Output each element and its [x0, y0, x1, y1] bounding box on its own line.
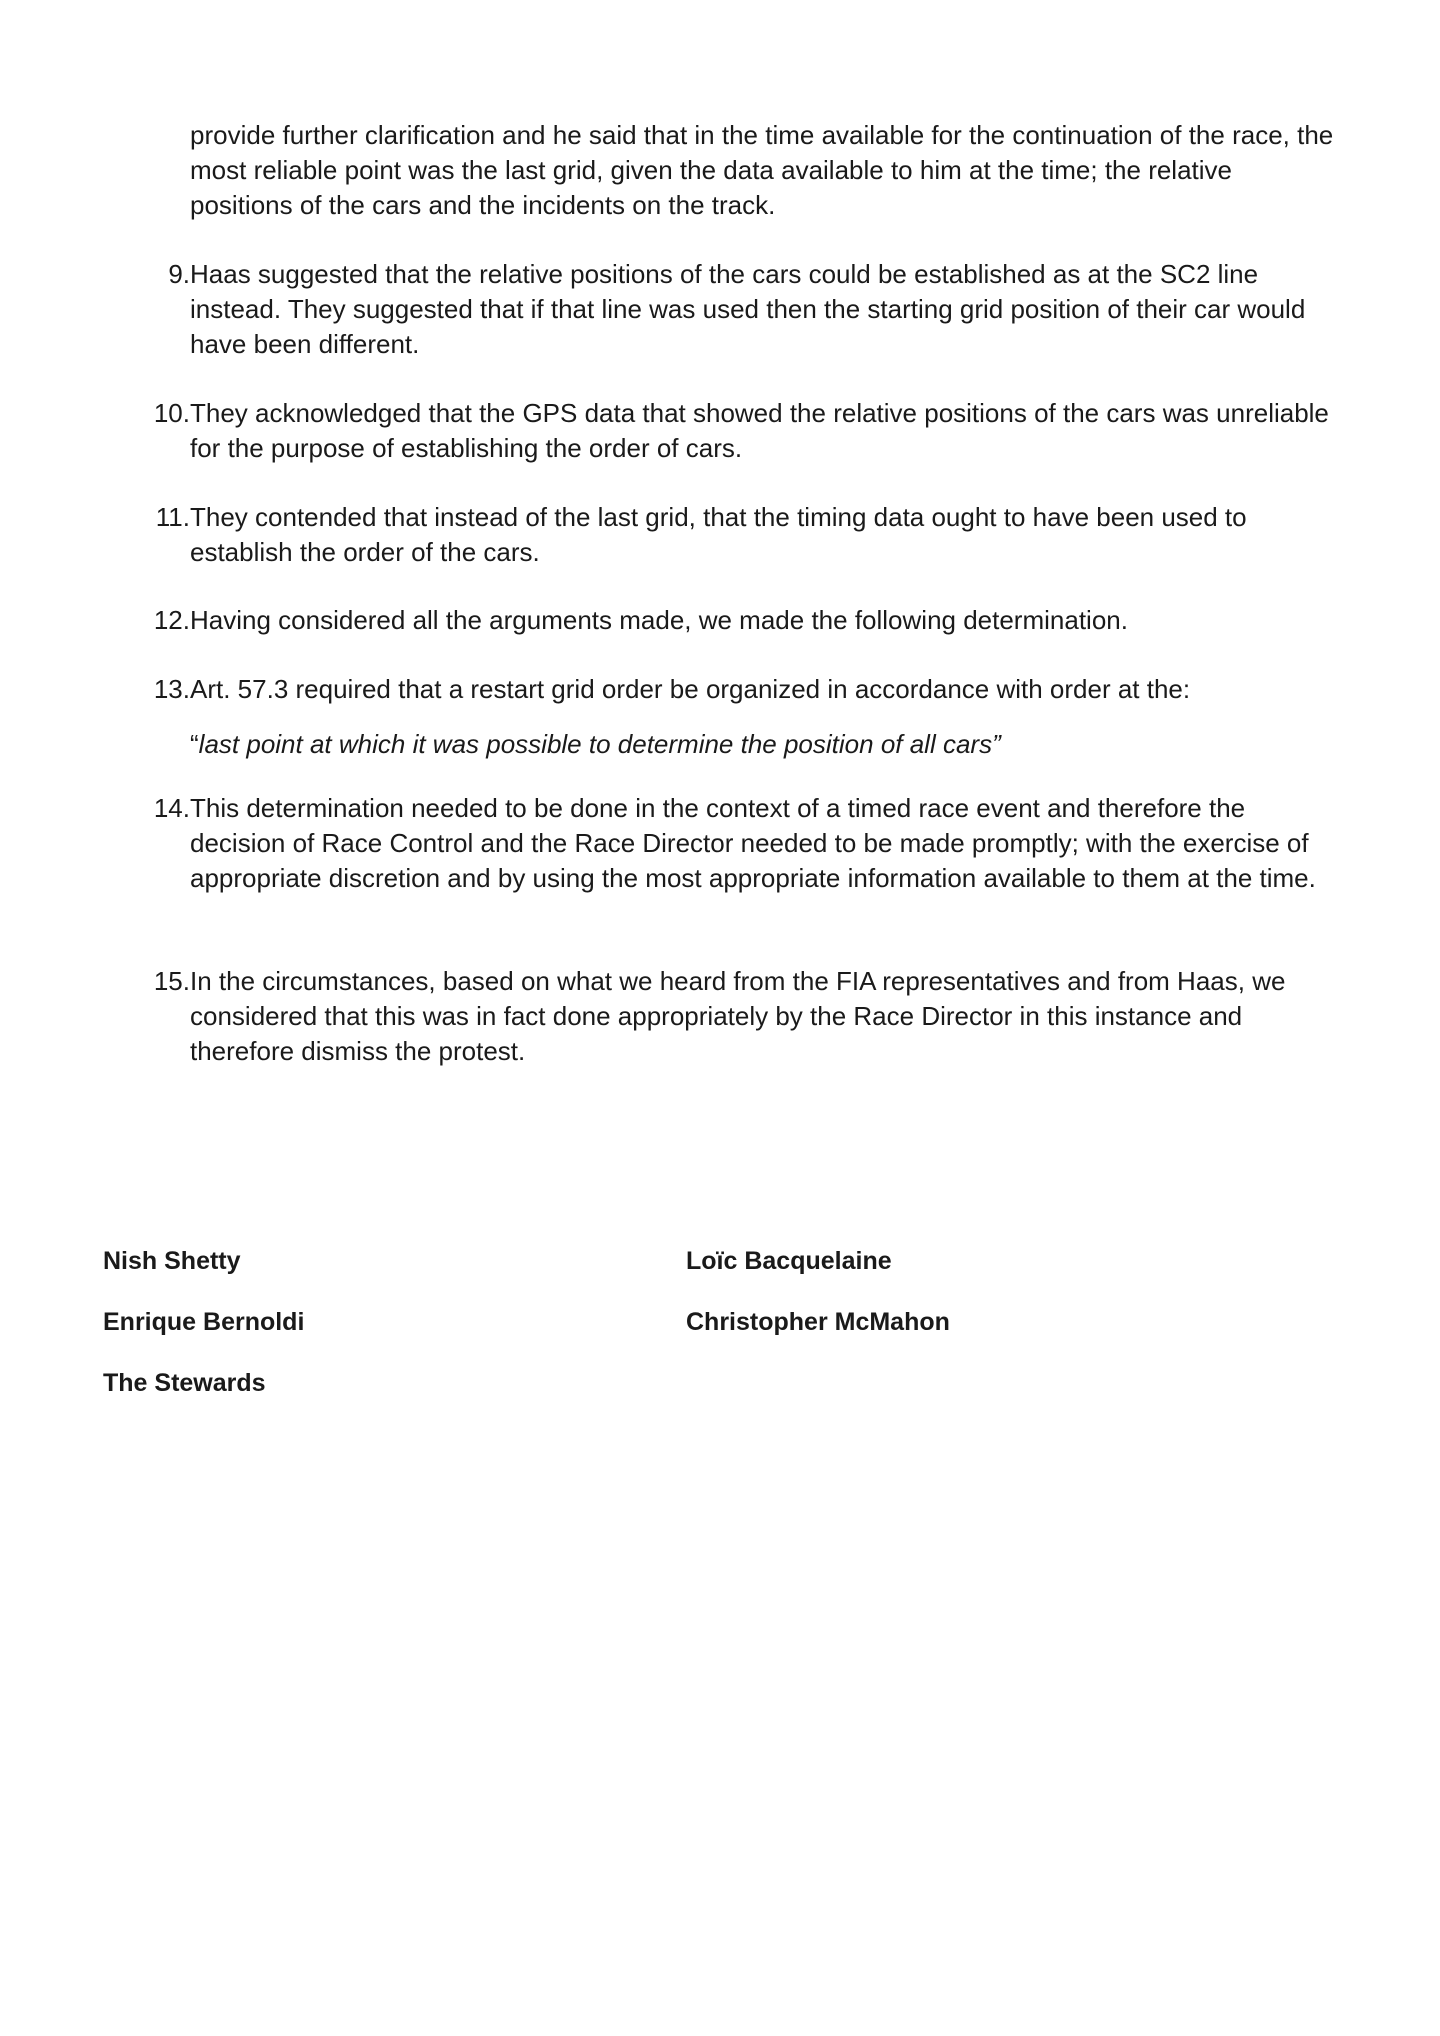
- item-number: 10.: [153, 398, 190, 428]
- item-text: Having considered all the arguments made, we made the following determination.: [190, 605, 1128, 635]
- intro-paragraph: provide further clarification and he said that in the time available for the continuation of the race, the most reliable point was the last grid, given the data available to him at the time; the relative positions of the cars and the incidents on the track.: [190, 120, 1334, 220]
- item-text: They acknowledged that the GPS data that showed the relative positions of the cars was unreliable for the purpose of establishing the order of cars.: [190, 398, 1329, 463]
- steward-name-nish-shetty: Nish Shetty: [103, 1247, 241, 1275]
- steward-name-loic-bacquelaine: Loïc Bacquelaine: [686, 1247, 892, 1275]
- item-text: This determination needed to be done in the context of a timed race event and therefore the decision of Race Control and the Race Director needed to be made promptly; with the exercise of appropriate discretion and by using the most appropriate information available to them at the time.: [190, 793, 1316, 893]
- quote-text: last point at which it was possible to determine the position of all cars”: [198, 729, 1001, 759]
- item-number: 9.: [168, 259, 190, 289]
- item-text: They contended that instead of the last grid, that the timing data ought to have been used to establish the order of the cars.: [190, 502, 1247, 567]
- item-text: Art. 57.3 required that a restart grid order be organized in accordance with order at the:: [190, 674, 1191, 704]
- item-text: In the circumstances, based on what we heard from the FIA representatives and from Haas, we considered that this was in fact done appropriately by the Race Director in this instance and therefore dismiss the protest.: [190, 966, 1286, 1066]
- steward-name-christopher-mcmahon: Christopher McMahon: [686, 1308, 950, 1336]
- item-number: 15.: [153, 966, 190, 996]
- item-text: Haas suggested that the relative positions of the cars could be established as at the SC2 line instead. They suggested that if that line was used then the starting grid position of their car would have been different.: [190, 259, 1306, 359]
- item-number: 12.: [153, 605, 190, 635]
- item-number: 13.: [153, 674, 190, 704]
- quoted-rule: [190, 727, 1340, 762]
- signature-closing: The Stewards: [103, 1369, 266, 1397]
- quote-open-mark: “: [190, 729, 199, 759]
- item-number: 11.: [155, 502, 190, 532]
- item-number: 14.: [153, 793, 190, 823]
- steward-name-enrique-bernoldi: Enrique Bernoldi: [103, 1308, 305, 1336]
